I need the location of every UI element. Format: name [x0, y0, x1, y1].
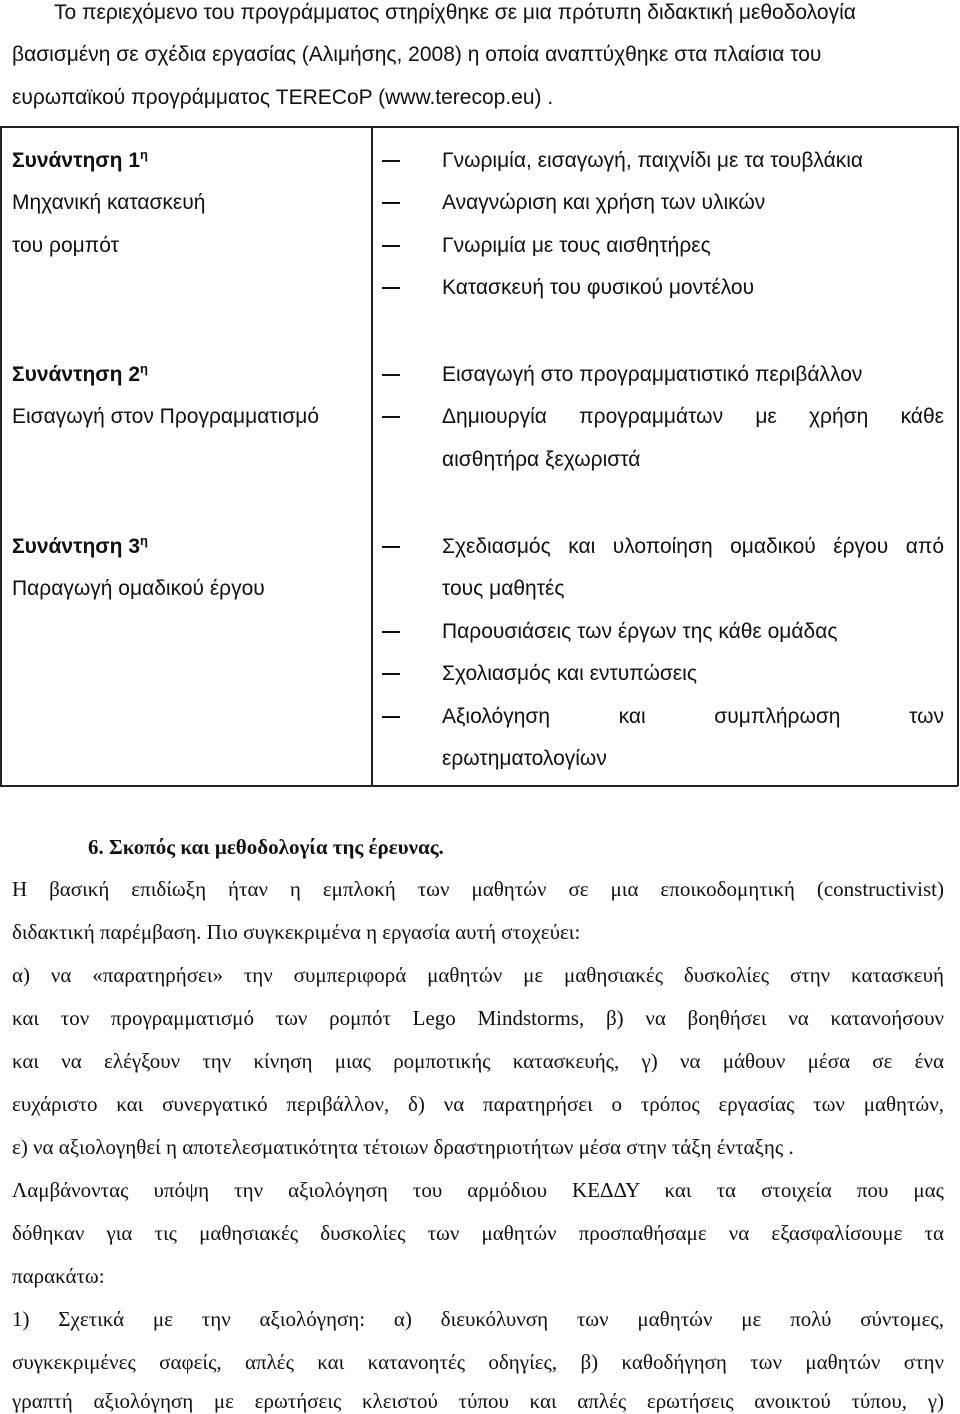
paragraph-line: παρακάτω:: [12, 1264, 105, 1288]
paragraph-line: δόθηκαν για τις μαθησιακές δυσκολίες των μαθητών προσπαθήσαμε να εξασφαλίσουμε τα: [12, 1221, 944, 1245]
list-item: [382, 534, 944, 560]
paragraph-line: 1) Σχετικά με την αξιολόγηση: α) διευκόλυνση των μαθητών με πολύ σύντομες,: [12, 1307, 944, 1331]
dash-bullet: [382, 631, 400, 633]
dash-bullet: [382, 160, 400, 162]
paragraph-line: α) να «παρατηρήσει» την συμπεριφορά μαθητών με μαθησιακές δυσκολίες στην κατασκευή: [12, 963, 944, 987]
intro-line-3: ευρωπαϊκού προγράμματος TERECoP (www.terecop.eu) .: [12, 86, 554, 109]
list-item: [382, 619, 944, 645]
dash-bullet: [382, 716, 400, 718]
session-3-subtitle-line-1: Παραγωγή ομαδικού έργου: [12, 577, 265, 600]
table-border-left: [0, 126, 2, 786]
list-item-continuation: αισθητήρα ξεχωριστά: [442, 448, 641, 471]
session-2-subtitle-line-1: Εισαγωγή στον Προγραμματισμό: [12, 405, 320, 428]
section-heading: 6. Σκοπός και μεθοδολογία της έρευνας.: [88, 835, 444, 859]
list-item-text: Δημιουργία προγραμμάτων με χρήση κάθε: [442, 405, 944, 428]
list-item-continuation: τους μαθητές: [442, 577, 565, 600]
list-item: [382, 404, 944, 430]
paragraph-line: διδακτική παρέμβαση. Πιο συγκεκριμένα η εργασία αυτή στοχεύει:: [12, 920, 581, 944]
paragraph-line: συγκεκριμένες σαφείς, απλές και κατανοητές οδηγίες, β) καθοδήγηση των μαθητών στην: [12, 1350, 944, 1374]
dash-bullet: [382, 245, 400, 247]
session-1-subtitle-line-2: του ρομπότ: [12, 234, 119, 257]
dash-bullet: [382, 202, 400, 204]
table-border-top: [0, 126, 958, 128]
session-1-title: Συνάντηση $1^\eta$: [12, 147, 148, 172]
table-border-right: [957, 126, 959, 786]
list-item: [382, 190, 944, 216]
session-1-subtitle-line-1: Μηχανική κατασκευή: [12, 191, 206, 214]
list-item: [382, 233, 944, 259]
session-3-title: Συνάντηση $3^\eta$: [12, 533, 148, 558]
list-item-text: Σχολιασμός και εντυπώσεις: [442, 662, 697, 685]
paragraph-line: Λαμβάνοντας υπόψη την αξιολόγηση του αρμόδιου ΚΕΔΔΥ και τα στοιχεία που μας: [12, 1178, 944, 1202]
list-item: [382, 704, 944, 730]
dash-bullet: [382, 546, 400, 548]
paragraph-line: ε) να αξιολογηθεί η αποτελεσματικότητα τέτοιων δραστηριοτήτων μέσα στην τάξη ένταξης .: [12, 1135, 794, 1159]
paragraph-line: ευχάριστο και συνεργατικό περιβάλλον, δ) να παρατηρήσει ο τρόπος εργασίας των μαθητών,: [12, 1092, 944, 1116]
list-item-text: Κατασκευή του φυσικού μοντέλου: [442, 276, 755, 299]
paragraph-line: Η βασική επιδίωξη ήταν η εμπλοκή των μαθητών σε μια εποικοδομητική (constructivist): [12, 877, 944, 901]
session-2-right-cell: [382, 362, 944, 472]
list-item: [382, 661, 944, 687]
paragraph-line: γραπτή αξιολόγηση με ερωτήσεις κλειστού τύπου και απλές ερωτήσεις ανοικτού τύπου, γ): [12, 1389, 944, 1413]
table-border-bottom: [0, 785, 958, 787]
list-item: [382, 362, 944, 388]
dash-bullet: [382, 673, 400, 675]
session-2-title: Συνάντηση $2^\eta$: [12, 361, 148, 386]
list-item-text: Εισαγωγή στο προγραμματιστικό περιβάλλον: [442, 363, 863, 386]
session-3-right-cell: [382, 534, 944, 774]
dash-bullet: [382, 287, 400, 289]
list-item-text: Γνωριμία, εισαγωγή, παιχνίδι με τα τουβλάκια: [442, 149, 864, 172]
list-item: [382, 148, 944, 174]
list-item-text: Αξιολόγηση και συμπλήρωση των: [442, 705, 944, 728]
intro-line-2: βασισμένη σε σχέδια εργασίας (Αλιμήσης, 2008) η οποία αναπτύχθηκε στα πλαίσια του: [12, 43, 822, 66]
list-item-text: Παρουσιάσεις των έργων της κάθε ομάδας: [442, 620, 838, 643]
dash-bullet: [382, 416, 400, 418]
paragraph-line: και να ελέγξουν την κίνηση μιας ρομποτικής κατασκευής, γ) να μάθουν μέσα σε ένα: [12, 1049, 944, 1073]
list-item-text: Γνωριμία με τους αισθητήρες: [442, 234, 711, 257]
list-item: [382, 275, 944, 301]
paragraph-line: και τον προγραμματισμό των ρομπότ Lego Mindstorms, β) να βοηθήσει να κατανοήσουν: [12, 1006, 944, 1030]
dash-bullet: [382, 374, 400, 376]
intro-line-1: Το περιεχόμενο του προγράμματος στηρίχθηκε σε μια πρότυπη διδακτική μεθοδολογία: [54, 1, 856, 24]
list-item-text: Αναγνώριση και χρήση των υλικών: [442, 191, 766, 214]
list-item-text: Σχεδιασμός και υλοποίηση ομαδικού έργου από: [442, 535, 944, 558]
session-1-right-cell: [382, 148, 944, 328]
list-item-continuation: ερωτηματολογίων: [442, 747, 607, 770]
table-column-divider: [371, 126, 373, 786]
